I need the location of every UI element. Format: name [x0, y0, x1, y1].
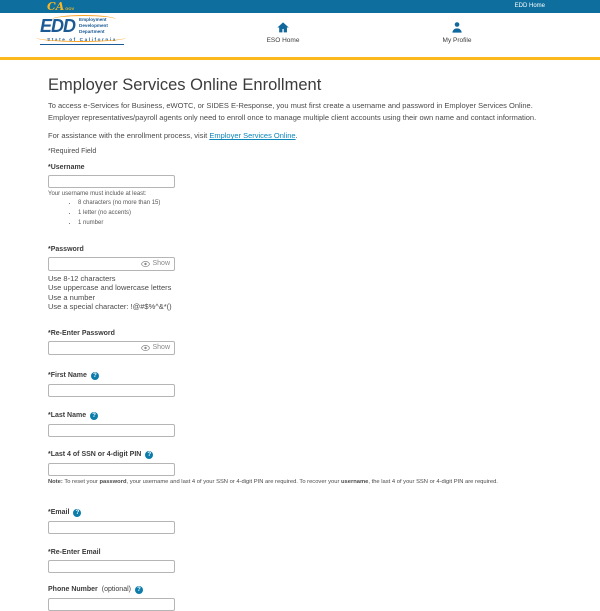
- phone-label: Phone Number (optional) ?: [48, 586, 552, 594]
- reenter-password-field: [48, 341, 175, 355]
- show-password-label: Show: [152, 260, 170, 268]
- first-name-field-group: [48, 372, 552, 397]
- last-name-input[interactable]: [48, 424, 175, 437]
- page-title: Employer Services Online Enrollment: [48, 76, 322, 94]
- ssn-pin-field-group: [48, 451, 552, 485]
- edd-logo-department-lines: Employment Development Department: [79, 17, 108, 34]
- ssn-pin-label: *Last 4 of SSN or 4-digit PIN ?: [48, 451, 552, 459]
- password-requirement-item: Use 8-12 characters: [48, 273, 116, 283]
- site-header: [0, 13, 600, 57]
- username-input[interactable]: [48, 175, 175, 188]
- reenter-email-field-group: [48, 549, 552, 573]
- reenter-password-input[interactable]: [49, 343, 137, 352]
- password-field-group: [48, 246, 552, 312]
- help-icon[interactable]: ?: [91, 372, 99, 380]
- enrollment-form: [48, 76, 552, 611]
- last-name-label: *Last Name ?: [48, 412, 552, 420]
- edd-logo-acronym: EDD: [40, 16, 76, 36]
- help-icon[interactable]: ?: [135, 586, 143, 594]
- ca-gov-logo[interactable]: [47, 0, 74, 15]
- reenter-password-label: *Re-Enter Password: [48, 329, 115, 337]
- username-field-group: [48, 164, 552, 226]
- top-utility-bar: [0, 0, 600, 13]
- password-input[interactable]: [49, 259, 137, 268]
- first-name-input[interactable]: [48, 384, 175, 397]
- email-input[interactable]: [48, 521, 175, 534]
- employer-services-online-link[interactable]: Employer Services Online: [209, 131, 296, 141]
- username-requirement-item: • 8 characters (no more than 15): [78, 200, 552, 206]
- edd-logo[interactable]: [40, 17, 124, 45]
- nav-my-profile-label: My Profile: [442, 37, 472, 44]
- ssn-pin-note: Note: To reset your password, your username and last 4 of your SSN or 4-digit PIN are required. To recover your username, the last 4 of your SSN or 4-digit PIN are required.: [48, 478, 498, 485]
- ca-gov-logo-gov: GOV: [65, 6, 75, 11]
- ssn-pin-input[interactable]: [48, 463, 175, 476]
- help-icon[interactable]: ?: [90, 412, 98, 420]
- required-field-note: *Required Field: [48, 147, 97, 155]
- eye-icon: [141, 345, 150, 351]
- show-password-button[interactable]: [137, 260, 174, 267]
- nav-eso-home-label: ESO Home: [266, 37, 300, 44]
- nav-my-profile[interactable]: [443, 21, 472, 44]
- password-requirement-item: Use a number: [48, 292, 96, 302]
- edd-logo-state-line: State of California: [40, 37, 124, 45]
- help-icon[interactable]: ?: [73, 509, 81, 517]
- assistance-text: For assistance with the enrollment process, visit Employer Services Online.: [48, 131, 298, 141]
- home-icon: [277, 21, 290, 34]
- reenter-password-field-group: [48, 330, 552, 355]
- password-requirement-item: Use a special character: !@#$%^&*(): [48, 302, 172, 312]
- phone-optional-suffix: (optional): [101, 586, 131, 594]
- reenter-email-input[interactable]: [48, 560, 175, 573]
- username-label: *Username: [48, 163, 85, 171]
- edd-logo-swoosh-top: [52, 15, 116, 24]
- help-icon[interactable]: ?: [145, 451, 153, 459]
- email-label: *Email ?: [48, 509, 552, 517]
- email-field-group: [48, 509, 552, 534]
- nav-eso-home[interactable]: [267, 21, 300, 44]
- edd-logo-swoosh-bottom: [36, 33, 126, 42]
- show-reenter-password-button[interactable]: [137, 344, 174, 351]
- password-requirement-item: Use uppercase and lowercase letters: [48, 283, 172, 293]
- edd-home-link[interactable]: EDD Home: [514, 3, 545, 9]
- password-label: *Password: [48, 245, 84, 253]
- username-requirements-list: [48, 200, 552, 226]
- first-name-label: *First Name ?: [48, 372, 552, 380]
- profile-icon: [451, 21, 464, 34]
- eye-icon: [141, 261, 150, 267]
- phone-field-group: [48, 586, 552, 611]
- username-hint-title: Your username must include at least:: [48, 190, 147, 197]
- show-reenter-password-label: Show: [152, 344, 170, 352]
- password-requirements: [48, 274, 552, 312]
- password-field: [48, 257, 175, 271]
- username-requirement-item: • 1 number: [78, 220, 552, 226]
- last-name-field-group: [48, 412, 552, 437]
- ca-gov-logo-ca: CA: [47, 0, 65, 13]
- reenter-email-label: *Re-Enter Email: [48, 548, 101, 556]
- username-requirement-item: • 1 letter (no accents): [78, 210, 552, 216]
- gold-divider: [0, 57, 600, 60]
- intro-text: To access e-Services for Business, eWOTC, or SIDES E-Response, you must first create a username and password in Employer Services Online. Employer representatives/payroll agents only need to enroll once to manage multiple client accounts using their own name and contact information.: [48, 100, 537, 122]
